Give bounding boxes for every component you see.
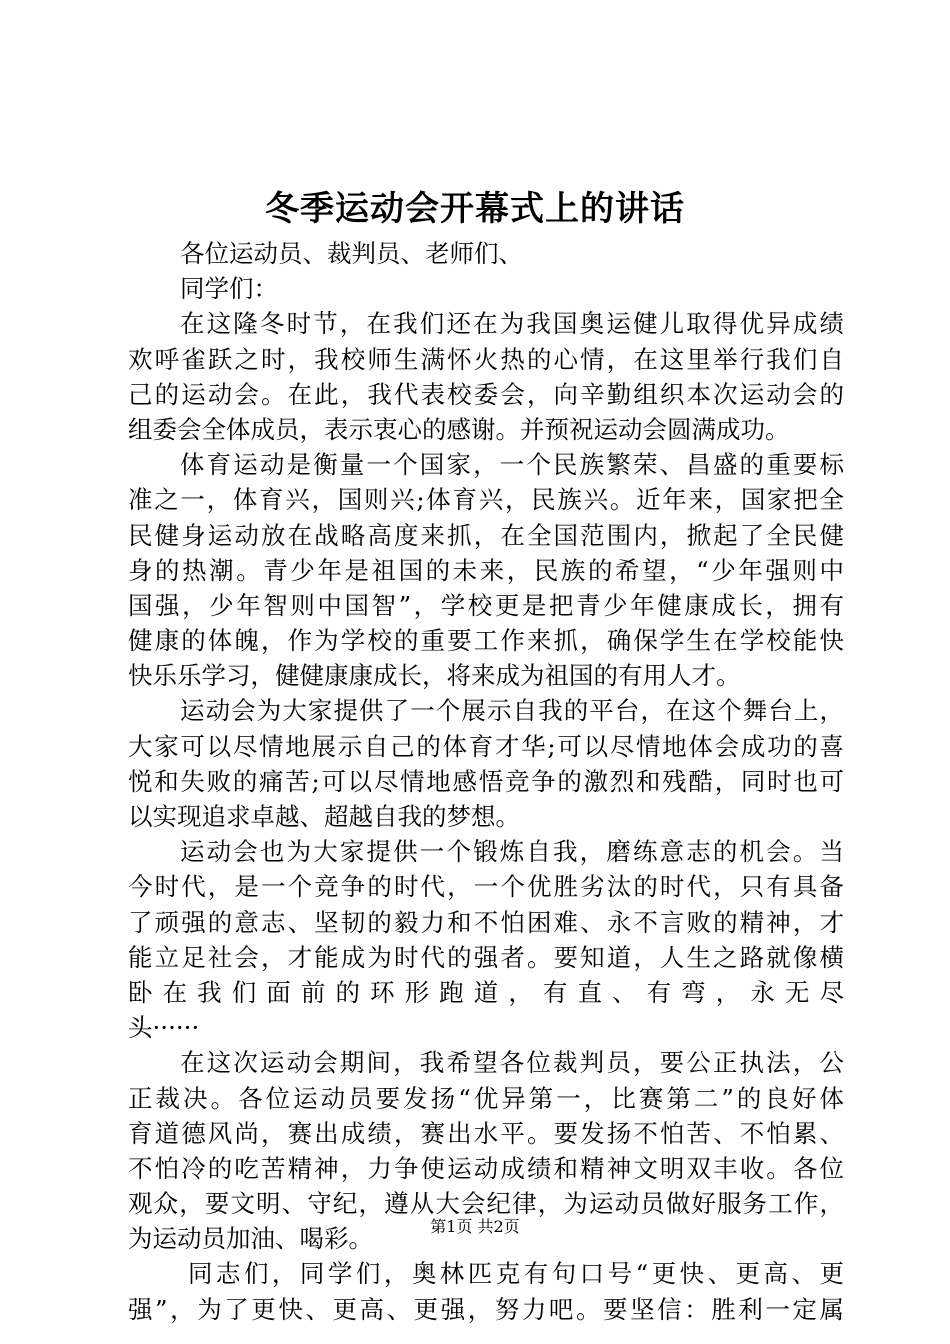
paragraph-line: 民健身运动放在战略高度来抓，在全国范围内，掀起了全民健 (128, 520, 844, 550)
paragraph-line: 不怕冷的吃苦精神，力争使运动成绩和精神文明双丰收。各位 (128, 1153, 844, 1183)
paragraph-line: 在这次运动会期间，我希望各位裁判员，要公正执法，公 (180, 1048, 844, 1078)
paragraph (128, 1256, 844, 1326)
page-footer: 第1页 共2页 (430, 1217, 520, 1236)
greeting-line: 各位运动员、裁判员、老师们、 (180, 239, 523, 268)
paragraph (128, 306, 844, 447)
paragraph (128, 693, 844, 834)
paragraph-line: 运动会也为大家提供一个锻炼自我，磨练意志的机会。当 (180, 837, 844, 867)
paragraph-line: 为运动员加油、喝彩。 (128, 1224, 373, 1254)
paragraph (128, 447, 844, 693)
paragraph-line: 悦和失败的痛苦;可以尽情地感悟竞争的激烈和残酷，同时也可 (128, 766, 844, 796)
paragraph-line: 组委会全体成员，表示衷心的感谢。并预祝运动会圆满成功。 (128, 414, 790, 444)
document-body (128, 236, 844, 1327)
paragraphs (128, 306, 844, 1326)
paragraph-line: 快乐乐学习，健健康康成长，将来成为祖国的有用人才。 (128, 661, 741, 691)
paragraph-line: 强”，为了更快、更高、更强，努力吧。要坚信：胜利一定属 (128, 1294, 844, 1324)
paragraph-line: 国强，少年智则中国智”，学校更是把青少年健康成长，拥有 (128, 590, 844, 620)
paragraph-line: 身的热潮。青少年是祖国的未来，民族的希望，“少年强则中 (128, 555, 844, 585)
paragraph-line: 头······ (128, 1013, 200, 1043)
paragraph-line: 大家可以尽情地展示自己的体育才华;可以尽情地体会成功的喜 (128, 731, 844, 761)
paragraph (128, 834, 844, 1045)
document-title: 冬季运动会开幕式上的讲话 (265, 189, 685, 229)
paragraph-line: 育道德风尚，赛出成绩，赛出水平。要发扬不怕苦、不怕累、 (128, 1118, 844, 1148)
paragraph-line: 准之一，体育兴，国则兴;体育兴，民族兴。近年来，国家把全 (128, 485, 844, 515)
paragraph-line: 能立足社会，才能成为时代的强者。要知道，人生之路就像横 (128, 942, 844, 972)
paragraph-line: 欢呼雀跃之时，我校师生满怀火热的心情，在这里举行我们自 (128, 344, 844, 374)
paragraph-line: 了顽强的意志、坚韧的毅力和不怕困难、永不言败的精神，才 (128, 907, 844, 937)
paragraph-line: 观众，要文明、守纪，遵从大会纪律，为运动员做好服务工作， (128, 1189, 844, 1219)
paragraph-line: 同志们，同学们，奥林匹克有句口号“更快、更高、更 (188, 1259, 844, 1289)
paragraph-line: 体育运动是衡量一个国家，一个民族繁荣、昌盛的重要标 (180, 450, 844, 480)
paragraph-line: 卧在我们面前的环形跑道，有直、有弯，永无尽 (128, 977, 844, 1007)
paragraph-line: 健康的体魄，作为学校的重要工作来抓，确保学生在学校能快 (128, 626, 844, 656)
paragraph-line: 今时代，是一个竞争的时代，一个优胜劣汰的时代，只有具备 (128, 872, 844, 902)
paragraph-line: 己的运动会。在此，我代表校委会，向辛勤组织本次运动会的 (128, 379, 844, 409)
paragraph-line: 在这隆冬时节，在我们还在为我国奥运健儿取得优异成绩 (180, 309, 844, 339)
paragraph-line: 以实现追求卓越、超越自我的梦想。 (128, 802, 520, 831)
paragraph-line: 运动会为大家提供了一个展示自我的平台，在这个舞台上， (180, 696, 844, 726)
paragraph-line: 正裁决。各位运动员要发扬“优异第一，比赛第二”的良好体 (128, 1083, 844, 1113)
greeting-line: 同学们： (180, 274, 278, 304)
